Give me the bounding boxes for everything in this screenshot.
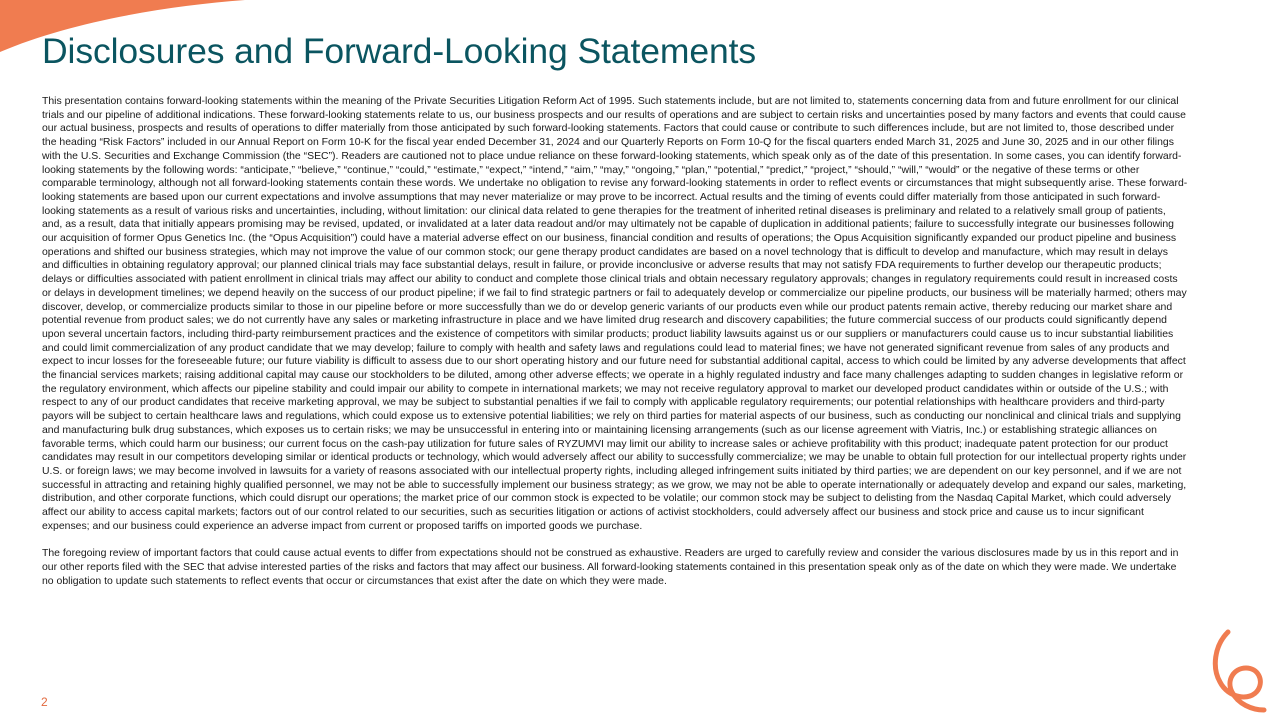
disclosure-body	[42, 95, 1188, 588]
disclosure-paragraph-main: This presentation contains forward-looking statements within the meaning of the Private Securities Litigation Reform Act of 1995. Such statements include, but are not limited to, statements concerning data from and future enrollment for our clinical trials and our pipeline of additional indications. These forward-looking statements relate to us, our business prospects and our results of operations and are subject to certain risks and uncertainties posed by many factors and events that could cause our actual business, prospects and results of operations to differ materially from those anticipated by such forward-looking statements. Factors that could cause or contribute to such differences include, but are not limited to, those described under the heading “Risk Factors” included in our Annual Report on Form 10-K for the fiscal year ended December 31, 2024 and our Quarterly Reports on Form 10-Q for the fiscal quarters ended March 31, 2025 and June 30, 2025 and in our other filings with the U.S. Securities and Exchange Commission (the “SEC”). Readers are cautioned not to place undue reliance on these forward-looking statements, which speak only as of the date of this presentation. In some cases, you can identify forward-looking statements by the following words: “anticipate,” “believe,” “continue,” “could,” “estimate,” “expect,” “intend,” “aim,” “may,” “ongoing,” “plan,” “potential,” “predict,” “project,” “should,” “will,” “would” or the negative of these terms or other comparable terminology, although not all forward-looking statements contain these words. We undertake no obligation to revise any forward-looking statements in order to reflect events or circumstances that might subsequently arise. These forward-looking statements are based upon our current expectations and involve assumptions that may never materialize or may prove to be incorrect. Actual results and the timing of events could differ materially from those anticipated in such forward-looking statements as a result of various risks and uncertainties, including, without limitation: our clinical data related to gene therapies for the treatment of inherited retinal diseases is preliminary and related to a relatively small group of patients, and, as a result, data that initially appears promising may be revised, updated, or invalidated at a later data readout and/or may ultimately not be capable of duplication in additional patients; failure to successfully integrate our businesses following our acquisition of former Opus Genetics Inc. (the “Opus Acquisition”) could have a material adverse effect on our business, financial condition and results of operations; the Opus Acquisition significantly expanded our product pipeline and business operations and shifted our business strategies, which may not improve the value of our common stock; our gene therapy product candidates are based on a novel technology that is difficult to develop and manufacture, which may result in delays and difficulties in obtaining regulatory approval; our planned clinical trials may face substantial delays, result in failure, or provide inconclusive or adverse results that may not satisfy FDA requirements to further develop our therapeutic products; delays or difficulties associated with patient enrollment in clinical trials may affect our ability to conduct and complete those clinical trials and obtain necessary regulatory approvals; changes in regulatory requirements could result in increased costs or delays in development timelines; we depend heavily on the success of our product pipeline; if we fail to find strategic partners or fail to adequately develop or commercialize our pipeline products, our business will be materially harmed; others may discover, develop, or commercialize products similar to those in our pipeline before or more successfully than we do or develop generic variants of our products even while our product patents remain active, thereby reducing our market share and potential revenue from product sales; we do not currently have any sales or marketing infrastructure in place and we have limited drug research and discovery capabilities; the future commercial success of our products could significantly depend upon several uncertain factors, including third-party reimbursement practices and the existence of competitors with similar products; product liability lawsuits against us or our suppliers or manufacturers could cause us to incur substantial liabilities and could limit commercialization of any product candidate that we may develop; failure to comply with health and safety laws and regulations could lead to material fines; we have not generated significant revenue from sales of any products and expect to incur losses for the foreseeable future; our future viability is difficult to assess due to our short operating history and our future need for substantial additional capital, access to which could be limited by any adverse developments that affect the financial services markets; raising additional capital may cause our stockholders to be diluted, among other adverse effects; we operate in a highly regulated industry and face many challenges adapting to sudden changes in legislative reform or the regulatory environment, which affects our pipeline stability and could impair our ability to compete in international markets; we may not receive regulatory approval to market our developed product candidates within or outside of the U.S.; with respect to any of our product candidates that receive marketing approval, we may be subject to substantial penalties if we fail to comply with applicable regulatory requirements; our potential relationships with healthcare providers and third-party payors will be subject to certain healthcare laws and regulations, which could expose us to extensive potential liabilities; we rely on third parties for material aspects of our business, such as conducting our nonclinical and clinical trials and supplying and manufacturing bulk drug substances, which exposes us to certain risks; we may be unsuccessful in entering into or maintaining licensing arrangements (such as our license agreement with Viatris, Inc.) or establishing strategic alliances on favorable terms, which could harm our business; our current focus on the cash-pay utilization for future sales of RYZUMVI may limit our ability to increase sales or achieve profitability with this product; inadequate patent protection for our product candidates may result in our competitors developing similar or identical products or technology, which would adversely affect our ability to successfully commercialize; we may be unable to obtain full protection for our intellectual property rights under U.S. or foreign laws; we may become involved in lawsuits for a variety of reasons associated with our intellectual property rights, including alleged infringement suits initiated by third parties; we are dependent on our key personnel, and if we are not successful in attracting and retaining highly qualified personnel, we may not be able to successfully implement our business strategy; as we grow, we may not be able to operate internationally or adequately develop and expand our sales, marketing, distribution, and other corporate functions, which could disrupt our operations; the market price of our common stock is expected to be volatile; our common stock may be subject to delisting from the Nasdaq Capital Market, which could adversely affect our ability to access capital markets; factors out of our control related to our securities, such as securities litigation or actions of activist stockholders, could adversely affect our business and stock price and cause us to incur significant expenses; and our business could experience an adverse impact from current or proposed tariffs on imported goods we purchase.	[42, 96, 1188, 532]
page-number: 2	[41, 695, 48, 709]
opus-swirl-logo-icon	[1206, 628, 1268, 714]
disclosure-paragraph-closing: The foregoing review of important factors that could cause actual events to differ from expectations should not be construed as exhaustive. Readers are urged to carefully review and consider the various disclosures made by us in this report and in our other reports filed with the SEC that advise interested parties of the risks and factors that may affect our business. All forward-looking statements contained in this presentation speak only as of the date on which they were made. We undertake no obligation to update such statements to reflect events that occur or circumstances that exist after the date on which they were made.	[42, 548, 1179, 587]
page-title: Disclosures and Forward-Looking Statements	[42, 31, 757, 71]
